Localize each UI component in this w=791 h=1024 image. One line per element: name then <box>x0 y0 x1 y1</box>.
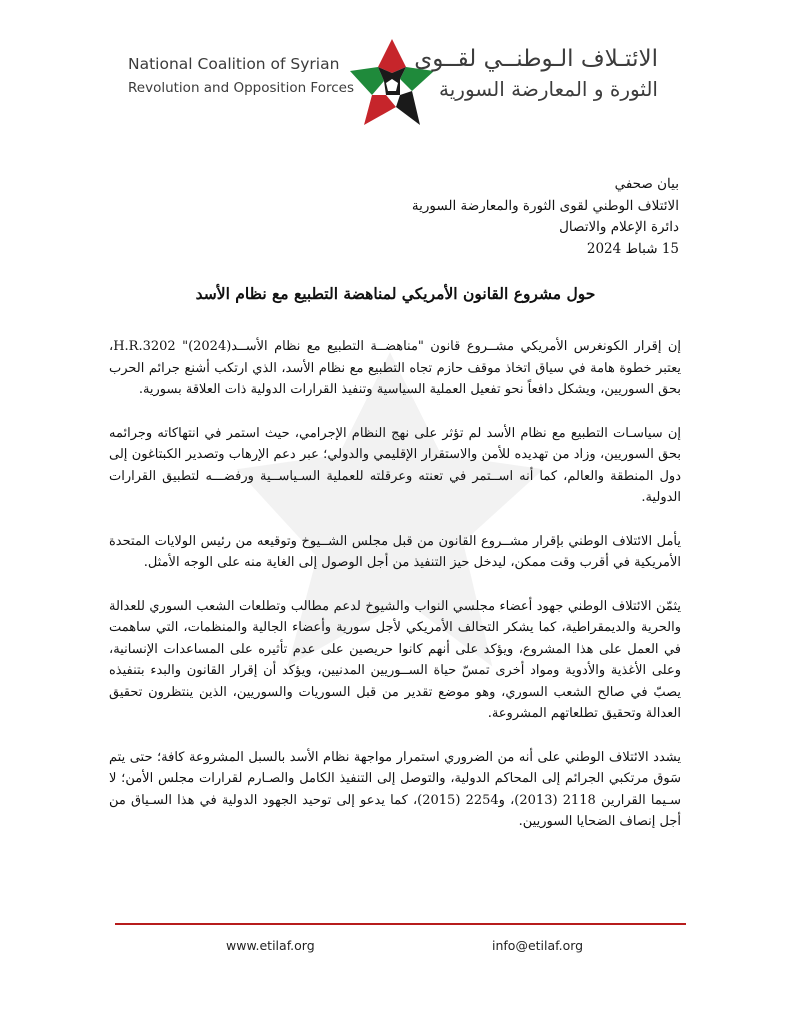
footer-website-link[interactable]: www.etilaf.org <box>226 938 315 953</box>
logo-left-green-arm <box>350 67 384 95</box>
org-name-en-line2: Revolution and Opposition Forces <box>128 80 354 96</box>
org-name-ar-line2: الثورة و المعارضة السورية <box>439 77 658 101</box>
paragraph-3: يأمل الائتلاف الوطني بإقرار مشــروع القانون من قبل مجلس الشــيوخ وتوقيعه من رئيس الولايات المتحدة الأمريكية في أقرب وقت ممكن، ليدخل حيز التنفيذ من أجل الوصول إلى الغاية منه على الوجه الأمثل. <box>109 533 681 570</box>
logo-lower-right-black-arm <box>396 91 420 125</box>
department: دائرة الإعلام والاتصال <box>559 219 679 235</box>
document-body <box>109 336 681 855</box>
document-title: حول مشروع القانون الأمريكي لمناهضة التطبيع مع نظام الأسد <box>195 284 596 303</box>
org-name-ar-line1: الائتـلاف الـوطنــي لقــوى <box>414 46 658 72</box>
doc-type: بيان صحفي <box>614 176 679 192</box>
paragraph-4: يثمّن الائتلاف الوطني جهود أعضاء مجلسي النواب والشيوخ لدعم مطالب وتطلعات الشعب السوري للعدالة والحرية والديمقراطية، كما يشكر التحالف الأمريكي لأجل سورية وأعضاء الجالية والمنظمات، التي ساهمت في العمل على هذا المشروع، ويؤكد على أنهم كانوا حريصين على عدم تأثيره على المساعدات الإنسانية، وعلى الأغذية والأدوية ومواد أخرى تمسّ حياة الســوريين المدنيين، ويؤكد أن إقرار القانون والبدء بتنفيذه يصبّ في صالح الشعب السوري، وهو موضع تقدير من قبل السوريات والسوريين، الذين ينتظرون تحقيق العدالة وتحقيق تطلعاتهم المشروعة. <box>109 598 681 721</box>
issuer: الائتلاف الوطني لقوى الثورة والمعارضة السورية <box>411 197 679 214</box>
footer-email-link[interactable]: info@etilaf.org <box>492 938 584 953</box>
org-name-arabic <box>414 44 658 104</box>
paragraph-2: إن سياسـات التطبيع مع نظام الأسد لم تؤثر على نهج النظام الإجرامي، حيث استمر في انتهاكاته وجرائمه بحق السوريين، وزاد من تهديده للأمن والاستقرار الإقليمي والدولي؛ عبر دعم الإرهاب وتصدير الكبتاغون إلى دول المنطقة والعالم، كما أنه اســتمر في تعنته وعرقلته للعملية السـياســية ورفضـــه لتطبيق القرارات الدولية. <box>109 425 681 505</box>
paragraph-1: إن إقرار الكونغرس الأمريكي مشــروع قانون "مناهضــة التطبيع مع نظام الأســد(2024)" H.R.3202، يعتبر خطوة هامة في سياق اتخاذ موقف حازم تجاه التطبيع مع نظام الأسد، الذي ارتكب أشنع جرائم الحرب بحق السوريين، ويشكل دافعاً نحو تفعيل العملية السياسية وتنفيذ القرارات الدولية ذات العلاقة بسورية. <box>109 339 681 397</box>
org-name-english <box>128 52 354 100</box>
org-name-en-line1: National Coalition of Syrian <box>128 55 340 73</box>
footer-rule <box>115 923 686 925</box>
paragraph-5: يشدد الائتلاف الوطني على أنه من الضروري استمرار مواجهة نظام الأسد بالسبل المشروعة كافة؛ حتى يتم سَوق مرتكبي الجرائم إلى المحاكم الدولية، والتوصل إلى التنفيذ الكامل والصـارم لقرارات مجلس الأمن؛ لا سـيما القرارين 2118 (2013)، و2254 (2015)، كما يدعو إلى توحيد الجهود الدولية في هذا السـياق من أجل إنصاف الضحايا السوريين. <box>109 749 681 829</box>
document-meta <box>279 174 679 260</box>
logo-lower-left-red-arm <box>364 95 396 125</box>
logo-top-red-arm <box>378 39 406 73</box>
date: 15 شباط 2024 <box>586 240 679 257</box>
